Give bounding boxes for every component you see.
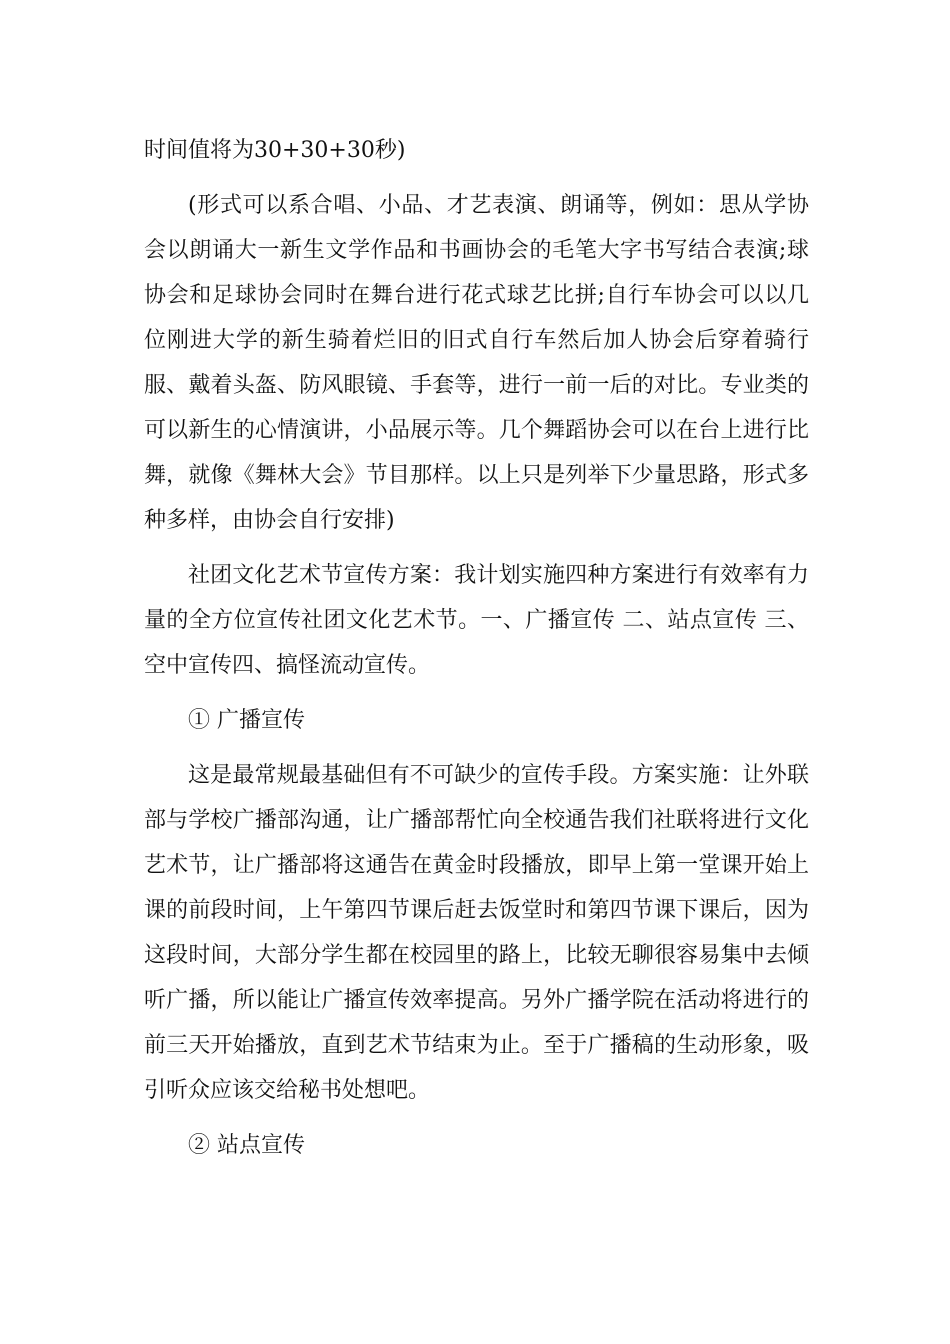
document-body [144,128,809,1168]
paragraph-gap [144,1113,809,1123]
paragraph-time-value: 时间值将为30+30+30秒) [144,138,406,163]
paragraph-performance-forms: (形式可以系合唱、小品、才艺表演、朗诵等，例如：思从学协会以朗诵大一新生文学作品和书画协会的毛笔大字书写结合表演;球协会和足球协会同时在舞台进行花式球艺比拼;自行车协会可以以几位刚进大学的新生骑着烂旧的旧式自行车然后加人协会后穿着骑行服、戴着头盔、防风眼镜、手套等，进行一前一后的对比。专业类的可以新生的心情演讲，小品展示等。几个舞蹈协会可以在台上进行比舞，就像《舞林大会》节目那样。以上只是列举下少量思路，形式多种多样，由协会自行安排) [144,193,809,533]
paragraph-promotion-plan: 社团文化艺术节宣传方案：我计划实施四种方案进行有效率有力量的全方位宣传社团文化艺术节。一、广播宣传 二、站点宣传 三、空中宣传四、搞怪流动宣传。 [144,563,809,678]
paragraph-gap [144,743,809,753]
paragraph-broadcast-details: 这是最常规最基础但有不可缺少的宣传手段。方案实施：让外联部与学校广播部沟通，让广播部帮忙向全校通告我们社联将进行文化艺术节，让广播部将这通告在黄金时段播放，即早上第一堂课开始上课的前段时间，上午第四节课后赶去饭堂时和第四节课下课后，因为这段时间，大部分学生都在校园里的路上，比较无聊很容易集中去倾听广播，所以能让广播宣传效率提高。另外广播学院在活动将进行的前三天开始播放，直到艺术节结束为止。至于广播稿的生动形象，吸引听众应该交给秘书处想吧。 [144,763,809,1103]
paragraph-gap [144,173,809,183]
paragraph-gap [144,688,809,698]
section-heading-broadcast: ① 广播宣传 [188,708,305,733]
paragraph-gap [144,543,809,553]
section-heading-station: ② 站点宣传 [188,1133,305,1158]
